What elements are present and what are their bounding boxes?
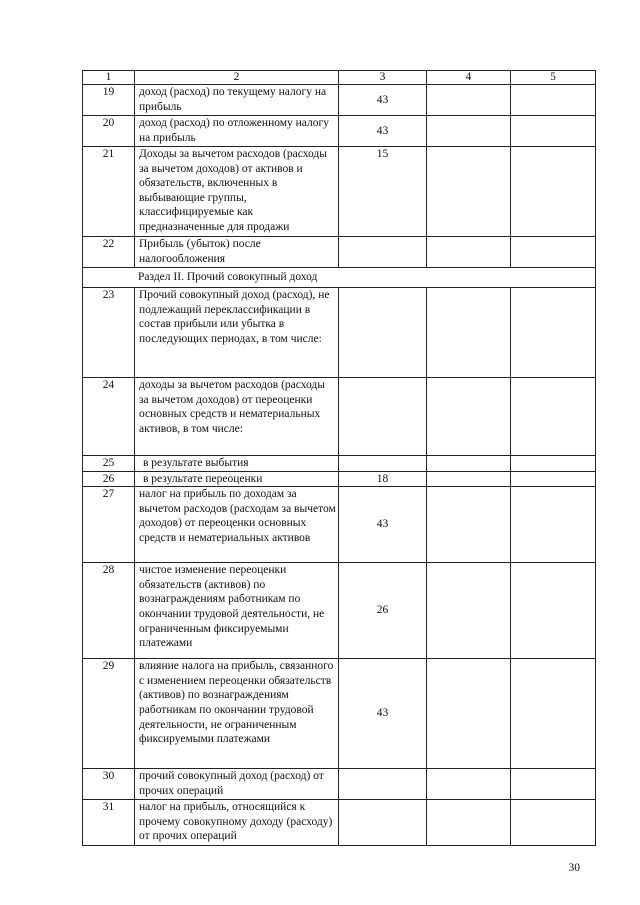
row-note (339, 456, 427, 472)
row-name: прочий совокупный доход (расход) от прочих операций (135, 769, 339, 800)
row-number: 30 (83, 769, 135, 800)
row-value-5 (511, 85, 596, 116)
table-row (83, 800, 596, 846)
row-value-4 (427, 147, 511, 237)
row-number: 26 (83, 471, 135, 487)
row-number: 19 (83, 85, 135, 116)
row-value-4 (427, 378, 511, 456)
header-cell-5: 5 (511, 71, 596, 85)
row-value-5 (511, 471, 596, 487)
row-value-4 (427, 471, 511, 487)
row-value-5 (511, 288, 596, 378)
table-row (83, 237, 596, 268)
table-row (83, 116, 596, 147)
income-statement-table (82, 70, 596, 846)
row-note: 15 (339, 147, 427, 237)
row-value-4 (427, 769, 511, 800)
row-name: чистое изменение переоценки обязательств (активов) по вознаграждениям работникам по окончании трудовой деятельности, не ограниченным фиксируемыми платежами (135, 563, 339, 659)
row-value-5 (511, 800, 596, 846)
row-name: Доходы за вычетом расходов (расходы за вычетом доходов) от активов и обязательств, включенных в выбывающие группы, классифицируемые как предназначенные для продажи (135, 147, 339, 237)
table-header-row (83, 71, 596, 85)
row-number: 23 (83, 288, 135, 378)
row-value-4 (427, 659, 511, 769)
row-value-4 (427, 800, 511, 846)
header-cell-1: 1 (83, 71, 135, 85)
row-name: в результате переоценки (135, 471, 339, 487)
row-value-5 (511, 563, 596, 659)
table-row (83, 769, 596, 800)
table-row (83, 85, 596, 116)
row-number: 24 (83, 378, 135, 456)
header-cell-2: 2 (135, 71, 339, 85)
row-value-5 (511, 378, 596, 456)
row-name: налог на прибыль, относящийся к прочему совокупному доходу (расходу) от прочих операций (135, 800, 339, 846)
row-value-4 (427, 237, 511, 268)
row-value-5 (511, 456, 596, 472)
row-note: 43 (339, 85, 427, 116)
row-value-4 (427, 85, 511, 116)
row-value-4 (427, 456, 511, 472)
row-name: доход (расход) по отложенному налогу на прибыль (135, 116, 339, 147)
row-name: Прочий совокупный доход (расход), не подлежащий переклассификации в состав прибыли или убытка в последующих периодах, в том числе: (135, 288, 339, 378)
row-note (339, 237, 427, 268)
table-row (83, 147, 596, 237)
row-name: доход (расход) по текущему налогу на прибыль (135, 85, 339, 116)
row-number: 28 (83, 563, 135, 659)
row-name: влияние налога на прибыль, связанного с изменением переоценки обязательств (активов) по вознаграждениям работникам по окончании трудовой деятельности, не ограниченным фиксируемыми платежами (135, 659, 339, 769)
table-row (83, 456, 596, 472)
row-value-5 (511, 659, 596, 769)
row-note: 26 (339, 563, 427, 659)
table-row (83, 487, 596, 563)
row-value-5 (511, 769, 596, 800)
row-name: налог на прибыль по доходам за вычетом расходов (расходам за вычетом доходов) от переоценки основных средств и нематериальных активов (135, 487, 339, 563)
row-note (339, 378, 427, 456)
table-row (83, 378, 596, 456)
section-row (83, 268, 596, 288)
row-number: 22 (83, 237, 135, 268)
row-note: 43 (339, 116, 427, 147)
row-number: 29 (83, 659, 135, 769)
row-value-4 (427, 288, 511, 378)
section-title: Раздел II. Прочий совокупный доход (83, 268, 596, 288)
row-note: 43 (339, 487, 427, 563)
row-value-4 (427, 563, 511, 659)
header-cell-3: 3 (339, 71, 427, 85)
table-row (83, 659, 596, 769)
row-name: в результате выбытия (135, 456, 339, 472)
row-note (339, 769, 427, 800)
row-note: 43 (339, 659, 427, 769)
row-value-5 (511, 487, 596, 563)
row-number: 25 (83, 456, 135, 472)
row-note (339, 288, 427, 378)
header-cell-4: 4 (427, 71, 511, 85)
row-value-5 (511, 116, 596, 147)
row-name: Прибыль (убыток) после налогообложения (135, 237, 339, 268)
table-row (83, 471, 596, 487)
row-value-5 (511, 237, 596, 268)
table-row (83, 563, 596, 659)
row-number: 31 (83, 800, 135, 846)
page-number: 30 (568, 862, 580, 874)
row-value-5 (511, 147, 596, 237)
row-value-4 (427, 487, 511, 563)
row-name: доходы за вычетом расходов (расходы за вычетом доходов) от переоценки основных средств и нематериальных активов, в том числе: (135, 378, 339, 456)
row-value-4 (427, 116, 511, 147)
row-number: 27 (83, 487, 135, 563)
row-number: 21 (83, 147, 135, 237)
row-note (339, 800, 427, 846)
table-row (83, 288, 596, 378)
row-number: 20 (83, 116, 135, 147)
row-note: 18 (339, 471, 427, 487)
